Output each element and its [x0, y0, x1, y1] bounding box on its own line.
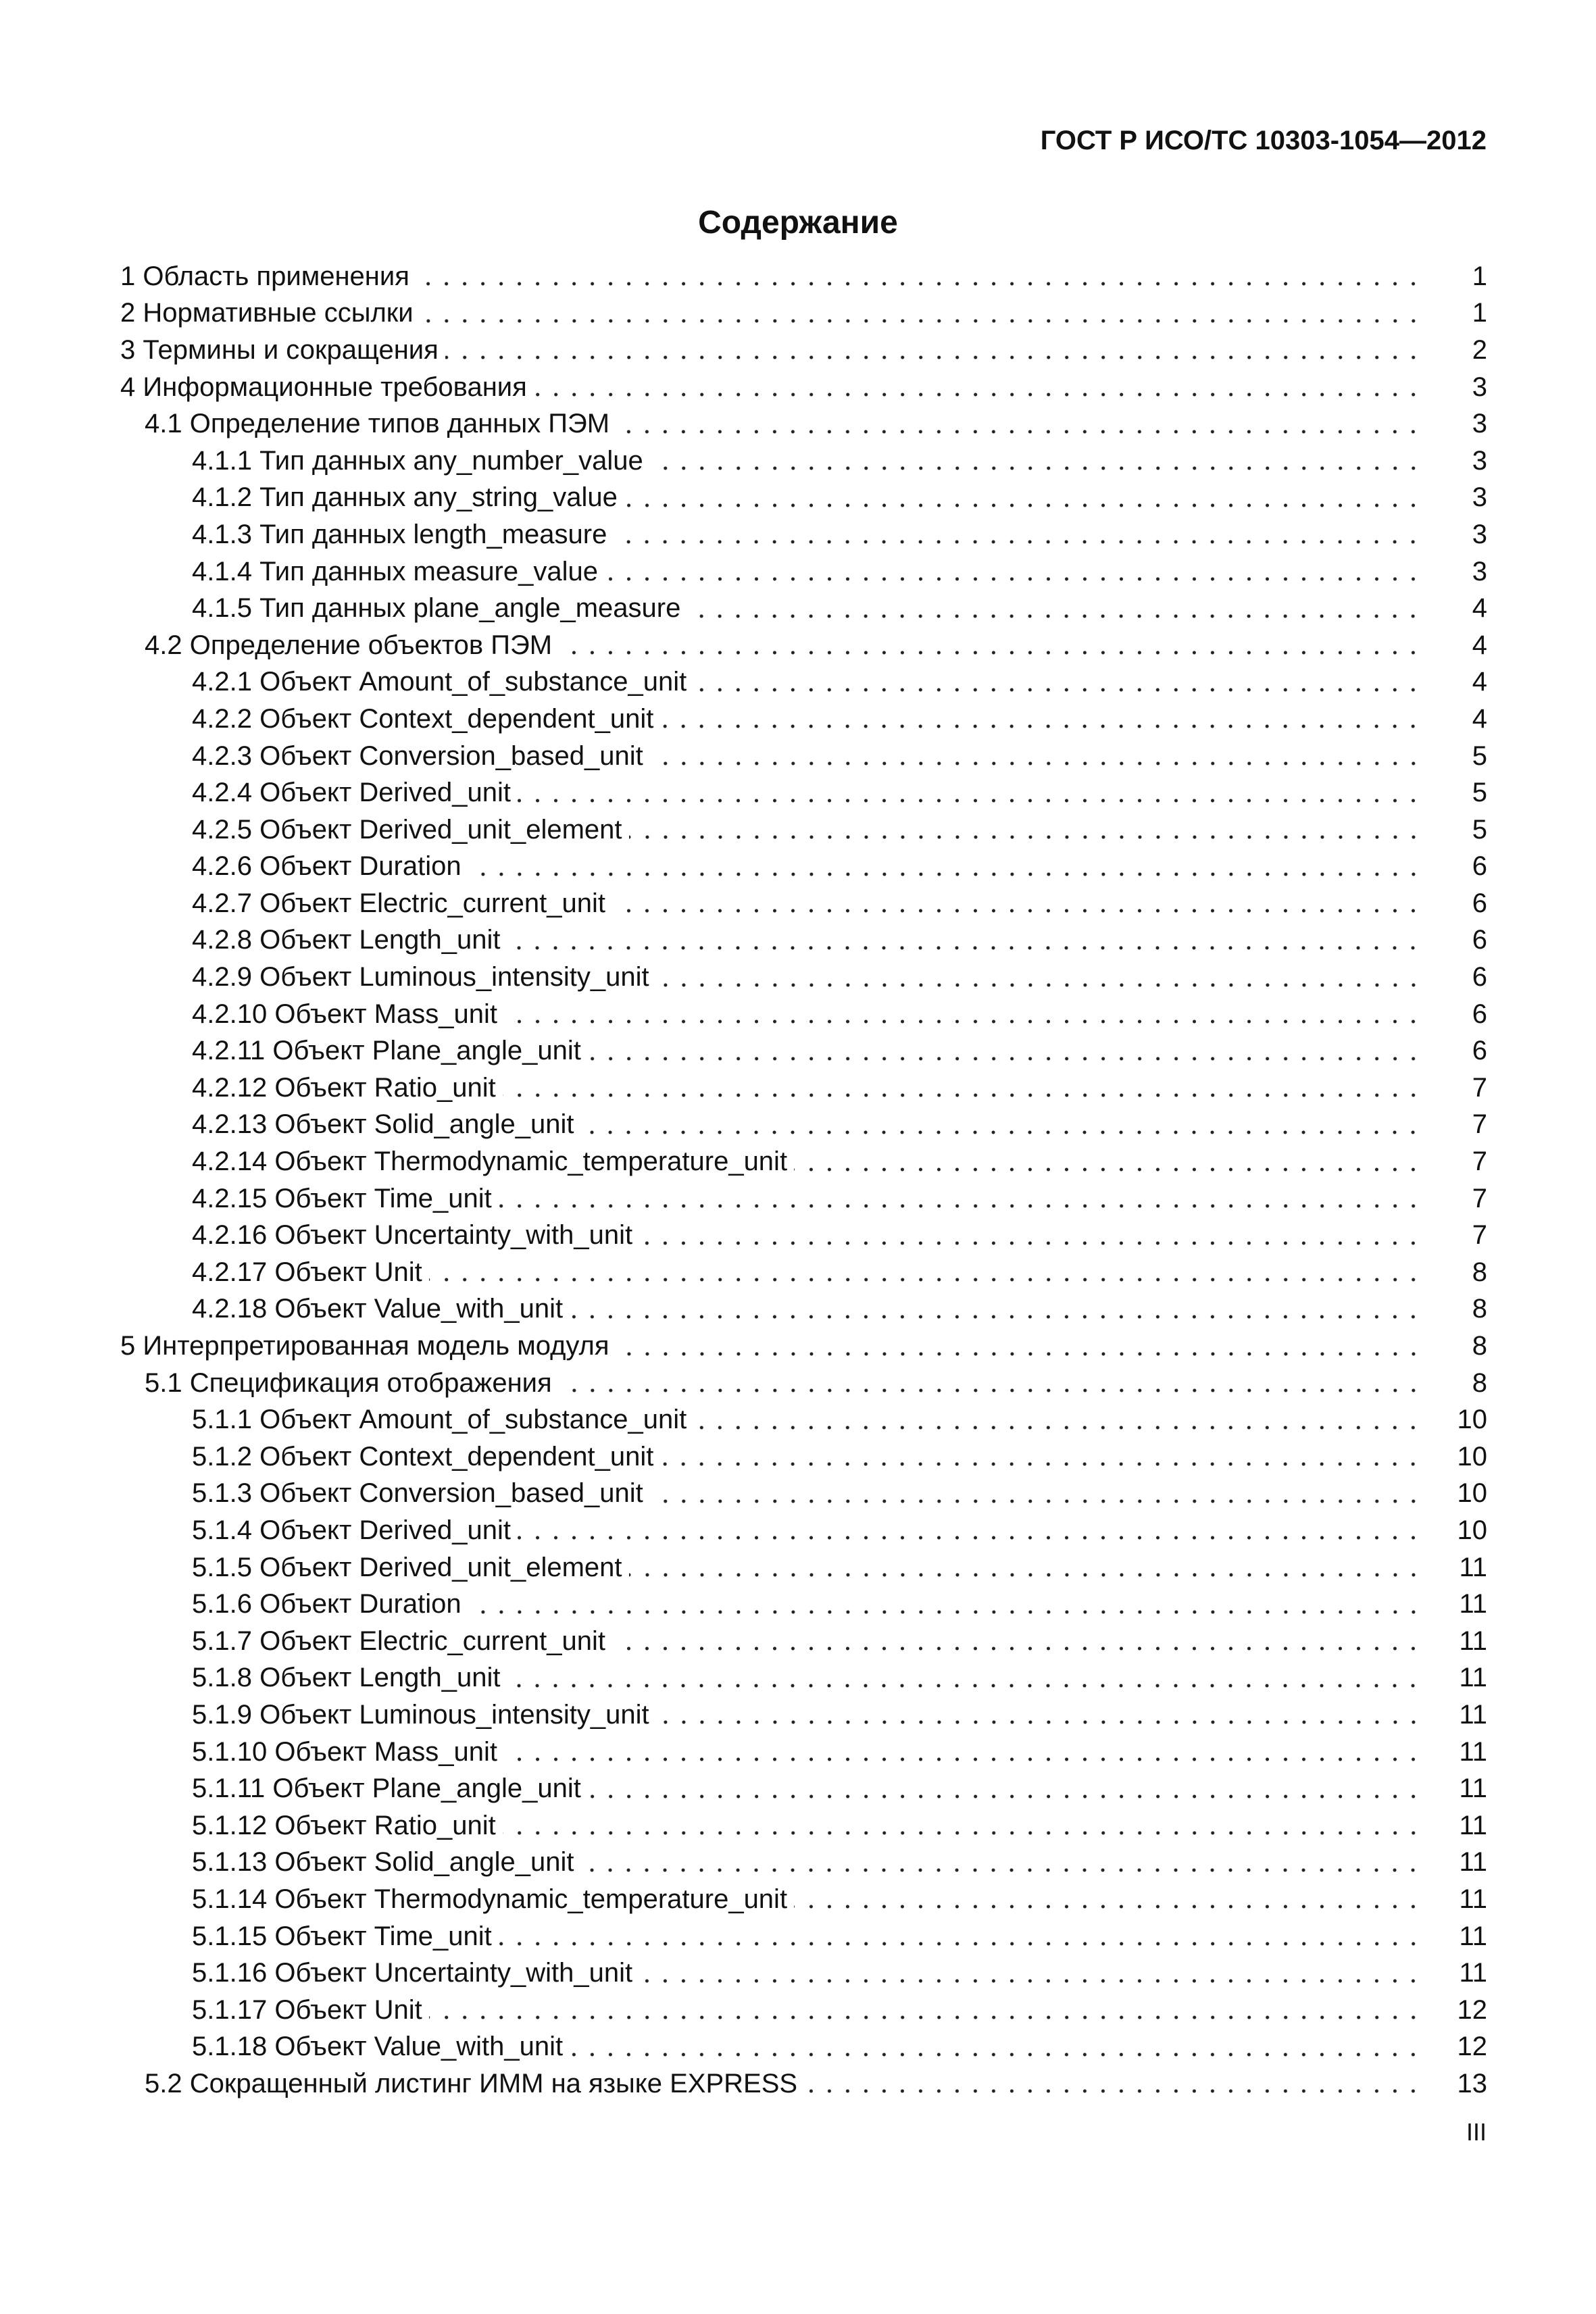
- toc-entry[interactable]: [120, 590, 1487, 627]
- toc-entry-label: 4.1.3 Тип данных length_measure: [192, 519, 607, 549]
- toc-entry-page: 5: [1472, 778, 1487, 808]
- dot-leader: [445, 336, 1422, 363]
- toc-entry-label: 4 Информационные требования: [120, 372, 527, 402]
- toc-entry[interactable]: [120, 405, 1487, 443]
- dot-leader: [650, 743, 1422, 770]
- dot-leader: [580, 1111, 1422, 1138]
- toc-entry-page: 7: [1472, 1147, 1487, 1177]
- toc-entry-page: 11: [1459, 1699, 1487, 1730]
- toc-entry-page: 11: [1459, 1810, 1487, 1840]
- toc-entry-label: 5.2 Сокращенный листинг ИММ на языке EXPRESS: [145, 2068, 798, 2098]
- toc-entry-page: 11: [1459, 1552, 1487, 1582]
- toc-entry-page: 10: [1457, 1478, 1487, 1509]
- toc-entry-page: 11: [1459, 1921, 1487, 1951]
- toc-entry-page: 12: [1457, 2032, 1487, 2062]
- toc-entry[interactable]: [120, 1143, 1487, 1180]
- toc-entry[interactable]: [120, 553, 1487, 590]
- toc-entry[interactable]: [120, 480, 1487, 517]
- dot-leader: [656, 1701, 1422, 1728]
- toc-entry-page: 8: [1472, 1294, 1487, 1324]
- toc-entry-page: 7: [1472, 1072, 1487, 1103]
- dot-leader: [559, 1369, 1422, 1397]
- dot-leader: [693, 1407, 1422, 1434]
- toc-entry[interactable]: [120, 1696, 1487, 1734]
- toc-entry-label: 4.2.15 Объект Time_unit: [192, 1183, 492, 1213]
- toc-entry-label: 2 Нормативные ссылки: [120, 298, 414, 328]
- toc-entry-label: 4.1.2 Тип данных any_string_value: [192, 482, 618, 513]
- dot-leader: [650, 447, 1422, 474]
- toc-entry-label: 4.2.6 Объект Duration: [192, 851, 462, 882]
- dot-leader: [629, 816, 1422, 843]
- toc-entry[interactable]: [120, 627, 1487, 664]
- toc-entry-label: 4.2.18 Объект Value_with_unit: [192, 1294, 564, 1324]
- toc-entry-page: 6: [1472, 888, 1487, 918]
- dot-leader: [660, 705, 1422, 732]
- dot-leader: [804, 2070, 1422, 2097]
- toc-entry-page: 11: [1459, 1847, 1487, 1878]
- toc-entry-page: 4: [1472, 593, 1487, 624]
- toc-entry[interactable]: [120, 811, 1487, 849]
- toc-entry[interactable]: [120, 1365, 1487, 1402]
- toc-entry-label: 4.1 Определение типов данных ПЭМ: [145, 409, 610, 439]
- toc-entry-label: 5.1.13 Объект Solid_angle_unit: [192, 1847, 574, 1878]
- toc-entry-page: 11: [1459, 1958, 1487, 1988]
- toc-entry-page: 8: [1472, 1367, 1487, 1398]
- toc-entry-label: 5.1.11 Объект Plane_angle_unit: [192, 1774, 581, 1804]
- toc-entry-label: 5.1.14 Объект Thermodynamic_temperature_unit: [192, 1884, 788, 1914]
- toc-entry-page: 3: [1472, 445, 1487, 476]
- dot-leader: [534, 374, 1422, 401]
- toc-entry-label: 4.1.1 Тип данных any_number_value: [192, 445, 643, 476]
- toc-entry-page: 1: [1472, 298, 1487, 328]
- toc-entry-page: 3: [1472, 482, 1487, 513]
- toc-entry[interactable]: [120, 922, 1487, 959]
- dot-leader: [616, 1333, 1422, 1360]
- dot-leader: [629, 1554, 1422, 1581]
- toc-entry-page: 11: [1459, 1626, 1487, 1656]
- toc-entry-label: 5.1.18 Объект Value_with_unit: [192, 2032, 564, 2062]
- toc-entry[interactable]: [120, 738, 1487, 775]
- toc-entry[interactable]: [120, 1844, 1487, 1882]
- dot-leader: [605, 558, 1422, 585]
- toc-entry-label: 4.2.5 Объект Derived_unit_element: [192, 814, 622, 845]
- dot-leader: [639, 1960, 1422, 1987]
- dot-leader: [687, 595, 1422, 622]
- toc-entry-page: 3: [1472, 556, 1487, 586]
- toc-entry-label: 5.1.8 Объект Length_unit: [192, 1663, 501, 1693]
- dot-leader: [616, 411, 1422, 438]
- toc-entry-label: 4.1.5 Тип данных plane_angle_measure: [192, 593, 681, 624]
- toc-entry[interactable]: [120, 1476, 1487, 1513]
- toc-entry-label: 4.2.13 Объект Solid_angle_unit: [192, 1109, 574, 1140]
- toc-entry-label: 4.2.8 Объект Length_unit: [192, 925, 501, 955]
- toc-entry-page: 5: [1472, 740, 1487, 771]
- toc-entry-page: 6: [1472, 851, 1487, 882]
- toc-entry-page: 3: [1472, 409, 1487, 439]
- dot-leader: [507, 1665, 1422, 1692]
- dot-leader: [624, 484, 1422, 511]
- toc-entry[interactable]: [120, 1328, 1487, 1365]
- dot-leader: [612, 1628, 1422, 1655]
- toc-entry[interactable]: [120, 1586, 1487, 1623]
- dot-leader: [794, 1886, 1422, 1913]
- toc-entry-label: 5 Интерпретированная модель модуля: [120, 1331, 609, 1361]
- toc-entry-page: 4: [1472, 703, 1487, 734]
- toc-entry-label: 4.2.7 Объект Electric_current_unit: [192, 888, 606, 918]
- toc-entry[interactable]: [120, 1070, 1487, 1107]
- toc-entry-page: 3: [1472, 519, 1487, 549]
- toc-entry-page: 5: [1472, 814, 1487, 845]
- toc-entry[interactable]: [120, 2065, 1487, 2103]
- toc-entry[interactable]: [120, 1401, 1487, 1438]
- dot-leader: [429, 1259, 1422, 1286]
- toc-entry[interactable]: [120, 516, 1487, 553]
- dot-leader: [794, 1149, 1422, 1176]
- toc-entry-page: 12: [1457, 1994, 1487, 2025]
- dot-leader: [499, 1923, 1422, 1950]
- toc-entry-label: 5.1.7 Объект Electric_current_unit: [192, 1626, 606, 1656]
- toc-entry-label: 4.2.1 Объект Amount_of_substance_unit: [192, 667, 687, 697]
- dot-leader: [570, 1296, 1422, 1323]
- toc-entry[interactable]: [120, 1180, 1487, 1217]
- toc-entry-label: 4.2.17 Объект Unit: [192, 1257, 422, 1287]
- toc-entry-label: 4.2.11 Объект Plane_angle_unit: [192, 1036, 581, 1066]
- toc-entry-label: 5.1.6 Объект Duration: [192, 1589, 462, 1619]
- dot-leader: [420, 300, 1422, 327]
- toc-entry-page: 4: [1472, 630, 1487, 660]
- toc-entry-label: 4.2.4 Объект Derived_unit: [192, 778, 511, 808]
- toc-entry[interactable]: [120, 1770, 1487, 1807]
- toc-entry[interactable]: [120, 1992, 1487, 2029]
- toc-entry-label: 1 Область применения: [120, 261, 409, 291]
- dot-leader: [650, 1480, 1422, 1507]
- toc-entry-label: 4.2.2 Объект Context_dependent_unit: [192, 703, 654, 734]
- dot-leader: [503, 1812, 1422, 1839]
- toc-entry-label: 5.1.9 Объект Luminous_intensity_unit: [192, 1699, 649, 1730]
- toc-entry[interactable]: [120, 1254, 1487, 1291]
- toc-entry[interactable]: [120, 332, 1487, 369]
- toc-entry[interactable]: [120, 849, 1487, 886]
- dot-leader: [612, 890, 1422, 917]
- page-number: III: [1466, 2118, 1487, 2146]
- toc-entry-label: 5.1.12 Объект Ratio_unit: [192, 1810, 496, 1840]
- toc-entry-page: 11: [1459, 1774, 1487, 1804]
- toc-entry-label: 5.1.1 Объект Amount_of_substance_unit: [192, 1405, 687, 1435]
- toc-entry[interactable]: [120, 1881, 1487, 1918]
- toc-entry-label: 4.1.4 Тип данных measure_value: [192, 556, 598, 586]
- toc-entry-page: 11: [1459, 1736, 1487, 1767]
- dot-leader: [570, 2034, 1422, 2061]
- dot-leader: [507, 927, 1422, 954]
- toc-entry[interactable]: [120, 996, 1487, 1033]
- document-code-header: ГОСТ Р ИСО/ТС 10303-1054—2012: [1040, 126, 1487, 155]
- toc-entry[interactable]: [120, 1918, 1487, 1955]
- toc-entry-label: 4.2.14 Объект Thermodynamic_temperature_unit: [192, 1147, 788, 1177]
- toc-entry-page: 7: [1472, 1183, 1487, 1213]
- toc-entry[interactable]: [120, 1217, 1487, 1254]
- toc-entry-page: 11: [1459, 1663, 1487, 1693]
- dot-leader: [468, 853, 1422, 880]
- toc-entry-page: 1: [1472, 261, 1487, 291]
- toc-entry[interactable]: [120, 1807, 1487, 1844]
- toc-entry-page: 8: [1472, 1257, 1487, 1287]
- dot-leader: [614, 521, 1422, 548]
- toc-entry-label: 5.1.4 Объект Derived_unit: [192, 1515, 511, 1545]
- toc-entry[interactable]: [120, 295, 1487, 332]
- toc-entry[interactable]: [120, 664, 1487, 701]
- dot-leader: [499, 1185, 1422, 1212]
- dot-leader: [416, 263, 1422, 290]
- toc-entry-label: 5.1.15 Объект Time_unit: [192, 1921, 492, 1951]
- dot-leader: [656, 964, 1422, 991]
- toc-entry-page: 4: [1472, 667, 1487, 697]
- toc-entry[interactable]: [120, 1623, 1487, 1660]
- table-of-contents: [120, 258, 1487, 2103]
- toc-entry[interactable]: [120, 1955, 1487, 1992]
- toc-entry-label: 5.1.3 Объект Conversion_based_unit: [192, 1478, 643, 1509]
- toc-entry-page: 8: [1472, 1331, 1487, 1361]
- dot-leader: [660, 1443, 1422, 1470]
- dot-leader: [468, 1591, 1422, 1618]
- toc-entry[interactable]: [120, 701, 1487, 738]
- toc-entry-page: 11: [1459, 1589, 1487, 1619]
- dot-leader: [559, 632, 1422, 659]
- toc-entry-page: 7: [1472, 1109, 1487, 1140]
- toc-entry[interactable]: [120, 1032, 1487, 1070]
- toc-entry-label: 5.1 Спецификация отображения: [145, 1367, 552, 1398]
- toc-entry[interactable]: [120, 1438, 1487, 1476]
- dot-leader: [580, 1849, 1422, 1876]
- toc-entry[interactable]: [120, 369, 1487, 406]
- toc-entry-label: 5.1.16 Объект Uncertainty_with_unit: [192, 1958, 633, 1988]
- dot-leader: [429, 1996, 1422, 2023]
- toc-entry-page: 6: [1472, 925, 1487, 955]
- toc-entry[interactable]: [120, 1107, 1487, 1144]
- toc-entry-page: 2: [1472, 334, 1487, 365]
- toc-entry[interactable]: [120, 2029, 1487, 2066]
- dot-leader: [588, 1776, 1422, 1803]
- toc-heading: Содержание: [698, 205, 898, 241]
- dot-leader: [588, 1038, 1422, 1065]
- dot-leader: [504, 1001, 1422, 1028]
- dot-leader: [693, 669, 1422, 696]
- toc-entry[interactable]: [120, 258, 1487, 295]
- toc-entry[interactable]: [120, 1660, 1487, 1697]
- toc-entry-page: 6: [1472, 999, 1487, 1029]
- dot-leader: [639, 1222, 1422, 1249]
- toc-entry-page: 7: [1472, 1220, 1487, 1251]
- toc-entry-page: 3: [1472, 372, 1487, 402]
- toc-entry[interactable]: [120, 1734, 1487, 1771]
- toc-entry-label: 3 Термины и сокращения: [120, 334, 439, 365]
- toc-entry-page: 10: [1457, 1405, 1487, 1435]
- toc-entry[interactable]: [120, 443, 1487, 480]
- toc-entry[interactable]: [120, 885, 1487, 922]
- toc-entry[interactable]: [120, 1512, 1487, 1549]
- toc-entry-label: 4.2.16 Объект Uncertainty_with_unit: [192, 1220, 633, 1251]
- toc-entry-page: 11: [1459, 1884, 1487, 1914]
- toc-entry-page: 6: [1472, 1036, 1487, 1066]
- dot-leader: [518, 780, 1422, 807]
- toc-entry-label: 5.1.2 Объект Context_dependent_unit: [192, 1441, 654, 1472]
- toc-entry-label: 5.1.10 Объект Mass_unit: [192, 1736, 497, 1767]
- toc-entry-label: 5.1.17 Объект Unit: [192, 1994, 422, 2025]
- dot-leader: [518, 1517, 1422, 1544]
- dot-leader: [503, 1074, 1422, 1101]
- toc-entry[interactable]: [120, 959, 1487, 996]
- toc-entry-label: 5.1.5 Объект Derived_unit_element: [192, 1552, 622, 1582]
- toc-entry[interactable]: [120, 1291, 1487, 1328]
- toc-entry-page: 13: [1457, 2068, 1487, 2098]
- toc-entry-page: 10: [1457, 1441, 1487, 1472]
- toc-entry-label: 4.2.10 Объект Mass_unit: [192, 999, 497, 1029]
- toc-entry-label: 4.2.9 Объект Luminous_intensity_unit: [192, 962, 649, 992]
- toc-entry-page: 10: [1457, 1515, 1487, 1545]
- toc-entry-label: 4.2 Определение объектов ПЭМ: [145, 630, 553, 660]
- toc-entry[interactable]: [120, 774, 1487, 811]
- toc-entry[interactable]: [120, 1549, 1487, 1586]
- toc-entry-label: 4.2.3 Объект Conversion_based_unit: [192, 740, 643, 771]
- dot-leader: [504, 1738, 1422, 1765]
- toc-entry-label: 4.2.12 Объект Ratio_unit: [192, 1072, 496, 1103]
- toc-entry-page: 6: [1472, 962, 1487, 992]
